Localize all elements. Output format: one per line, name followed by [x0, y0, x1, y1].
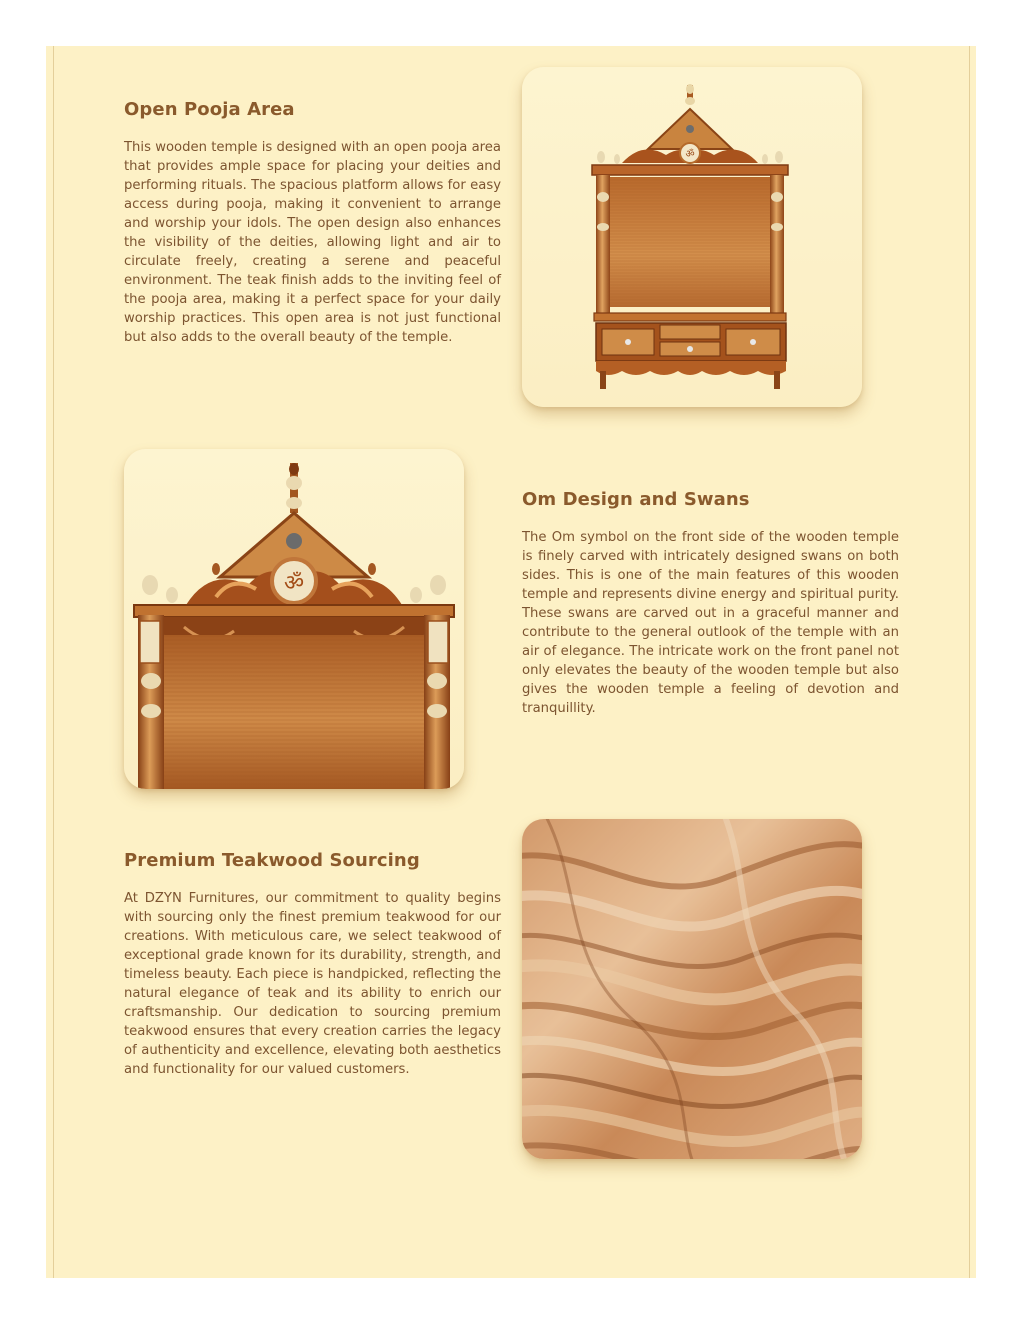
section-heading-om-design-and-swans: Om Design and Swans: [522, 489, 750, 510]
section-heading-premium-teakwood-sourcing: Premium Teakwood Sourcing: [124, 850, 420, 871]
section-body-open-pooja-area: This wooden temple is designed with an open pooja area that provides ample space for placing your deities and performing rituals. The spacious platform allows for easy access during pooja, making it convenient to arrange and worship your idols. The open design also enhances the visibility of the deities, allowing light and air to circulate freely, creating a serene and peaceful environment. The teak finish adds to the inviting feel of the pooja area, making it a perfect space for your daily worship practices. This open area is not just functional but also adds to the overall beauty of the temple.: [124, 140, 501, 346]
brochure-page: [46, 46, 976, 1278]
temple-full-illustration: [522, 67, 862, 407]
teak-grain-illustration: [522, 819, 862, 1159]
page-border-right: [969, 46, 970, 1278]
temple-closeup-illustration: [124, 449, 464, 789]
section-body-om-design-and-swans: The Om symbol on the front side of the wooden temple is finely carved with intricately designed swans on both sides. This is one of the main features of this wooden temple and represents divine energy and spiritual purity. These swans are carved out in a graceful manner and contribute to the general outlook of the temple with an air of elegance. The intricate work on the front panel not only elevates the beauty of the wooden temple but also gives the wooden temple a feeling of devotion and tranquillity.: [522, 530, 899, 717]
temple-closeup-image: [124, 449, 464, 789]
section-body-premium-teakwood-sourcing: At DZYN Furnitures, our commitment to quality begins with sourcing only the finest premium teakwood for our creations. With meticulous care, we select teakwood of exceptional grade known for its durability, strength, and timeless beauty. Each piece is handpicked, reflecting the natural elegance of teak and its ability to enrich our craftsmanship. Our dedication to sourcing premium teakwood ensures that every creation carries the legacy of authenticity and excellence, elevating both aesthetics and functionality for our valued customers.: [124, 891, 501, 1078]
svg-text:ॐ: ॐ: [685, 149, 695, 160]
svg-text:ॐ: ॐ: [283, 571, 305, 596]
teak-grain-image: [522, 819, 862, 1159]
temple-full-image: [522, 67, 862, 407]
page-border-left: [53, 46, 54, 1278]
section-heading-open-pooja-area: Open Pooja Area: [124, 99, 295, 120]
